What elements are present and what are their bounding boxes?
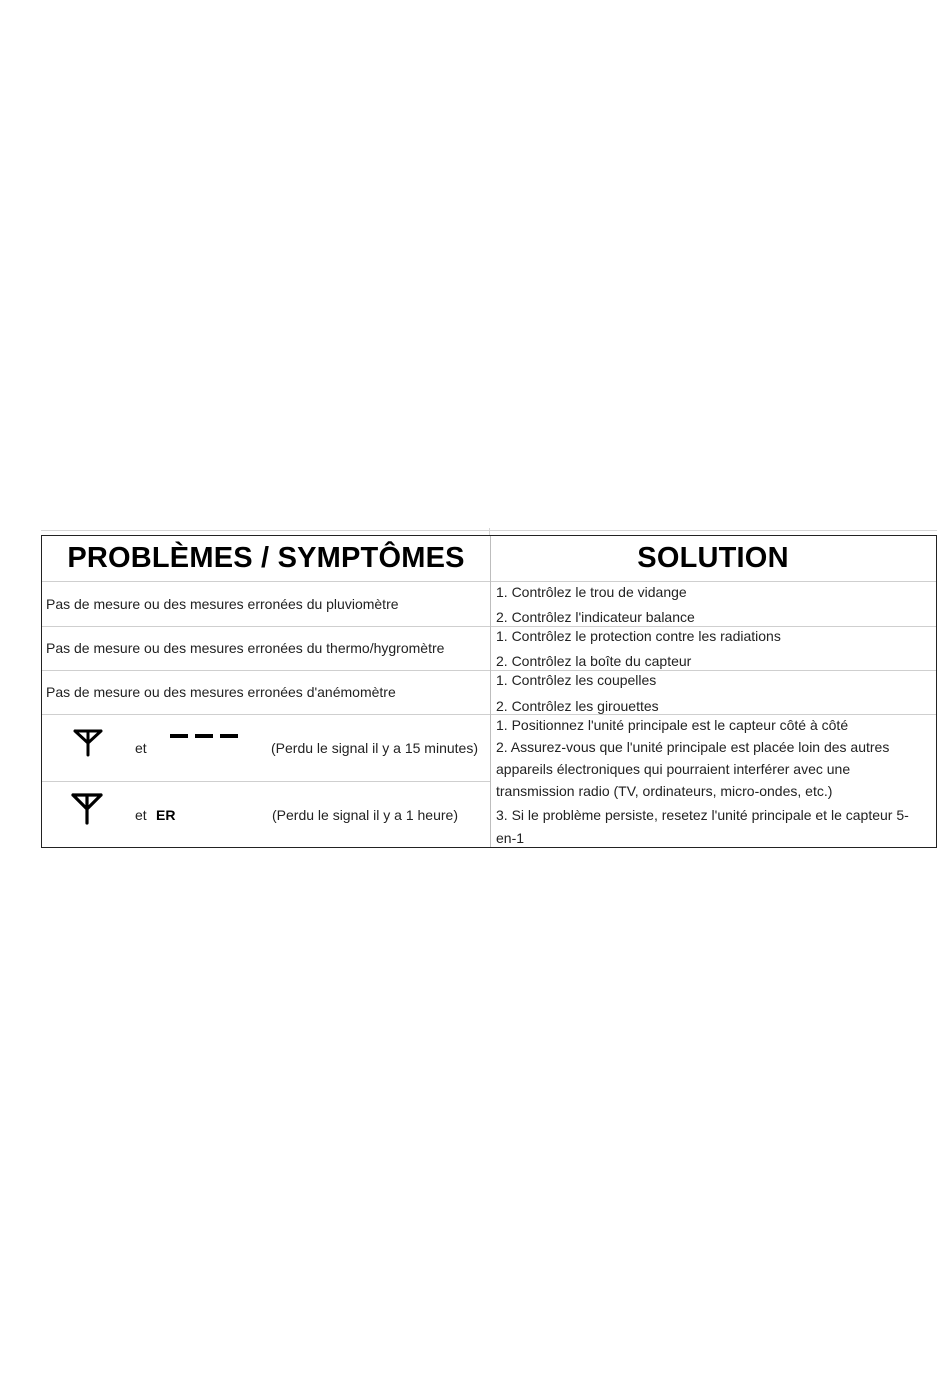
antenna-icon bbox=[73, 729, 103, 757]
solution-line: 2. Contrôlez les girouettes bbox=[496, 698, 659, 714]
solution-line: 1. Contrôlez les coupelles bbox=[496, 672, 657, 688]
solution-line: 2. Assurez-vous que l'unité principale est placée loin des autres bbox=[496, 739, 890, 755]
solution-line: 1. Positionnez l'unité principale est le capteur côté à côté bbox=[496, 717, 849, 733]
solution-line: 2. Contrôlez la boîte du capteur bbox=[496, 653, 692, 669]
column-divider bbox=[490, 536, 491, 847]
solution-line: 1. Contrôlez le protection contre les radiations bbox=[496, 628, 781, 644]
header-problems: PROBLÈMES / SYMPTÔMES bbox=[67, 542, 465, 574]
antenna-icon bbox=[71, 793, 103, 825]
solution-line: 1. Contrôlez le trou de vidange bbox=[496, 584, 687, 600]
error-code-er: ER bbox=[156, 807, 176, 823]
solution-line: 3. Si le problème persiste, resetez l'unité principale et le capteur 5- bbox=[496, 807, 909, 823]
troubleshooting-table bbox=[41, 535, 937, 848]
signal-lost-note: (Perdu le signal il y a 15 minutes) bbox=[271, 740, 478, 756]
row-divider bbox=[42, 714, 936, 715]
conjunction-text: et bbox=[135, 740, 147, 756]
problem-rain-gauge: Pas de mesure ou des mesures erronées du pluviomètre bbox=[46, 595, 399, 612]
solution-line: 2. Contrôlez l'indicateur balance bbox=[496, 609, 695, 625]
lost-signal-dashes bbox=[170, 734, 238, 738]
header-solution: SOLUTION bbox=[637, 542, 789, 574]
solution-line: en-1 bbox=[496, 830, 525, 846]
signal-lost-note: (Perdu le signal il y a 1 heure) bbox=[272, 807, 458, 823]
row-divider bbox=[42, 781, 490, 782]
problem-thermo-hygrometer: Pas de mesure ou des mesures erronées du thermo/hygromètre bbox=[46, 640, 445, 656]
solution-line: transmission radio (TV, ordinateurs, micro-ondes, etc.) bbox=[496, 783, 833, 799]
solution-line: appareils électroniques qui pourraient interférer avec une bbox=[496, 761, 851, 777]
problem-anemometer: Pas de mesure ou des mesures erronées d'anémomètre bbox=[46, 684, 396, 700]
conjunction-text: et bbox=[135, 807, 147, 823]
